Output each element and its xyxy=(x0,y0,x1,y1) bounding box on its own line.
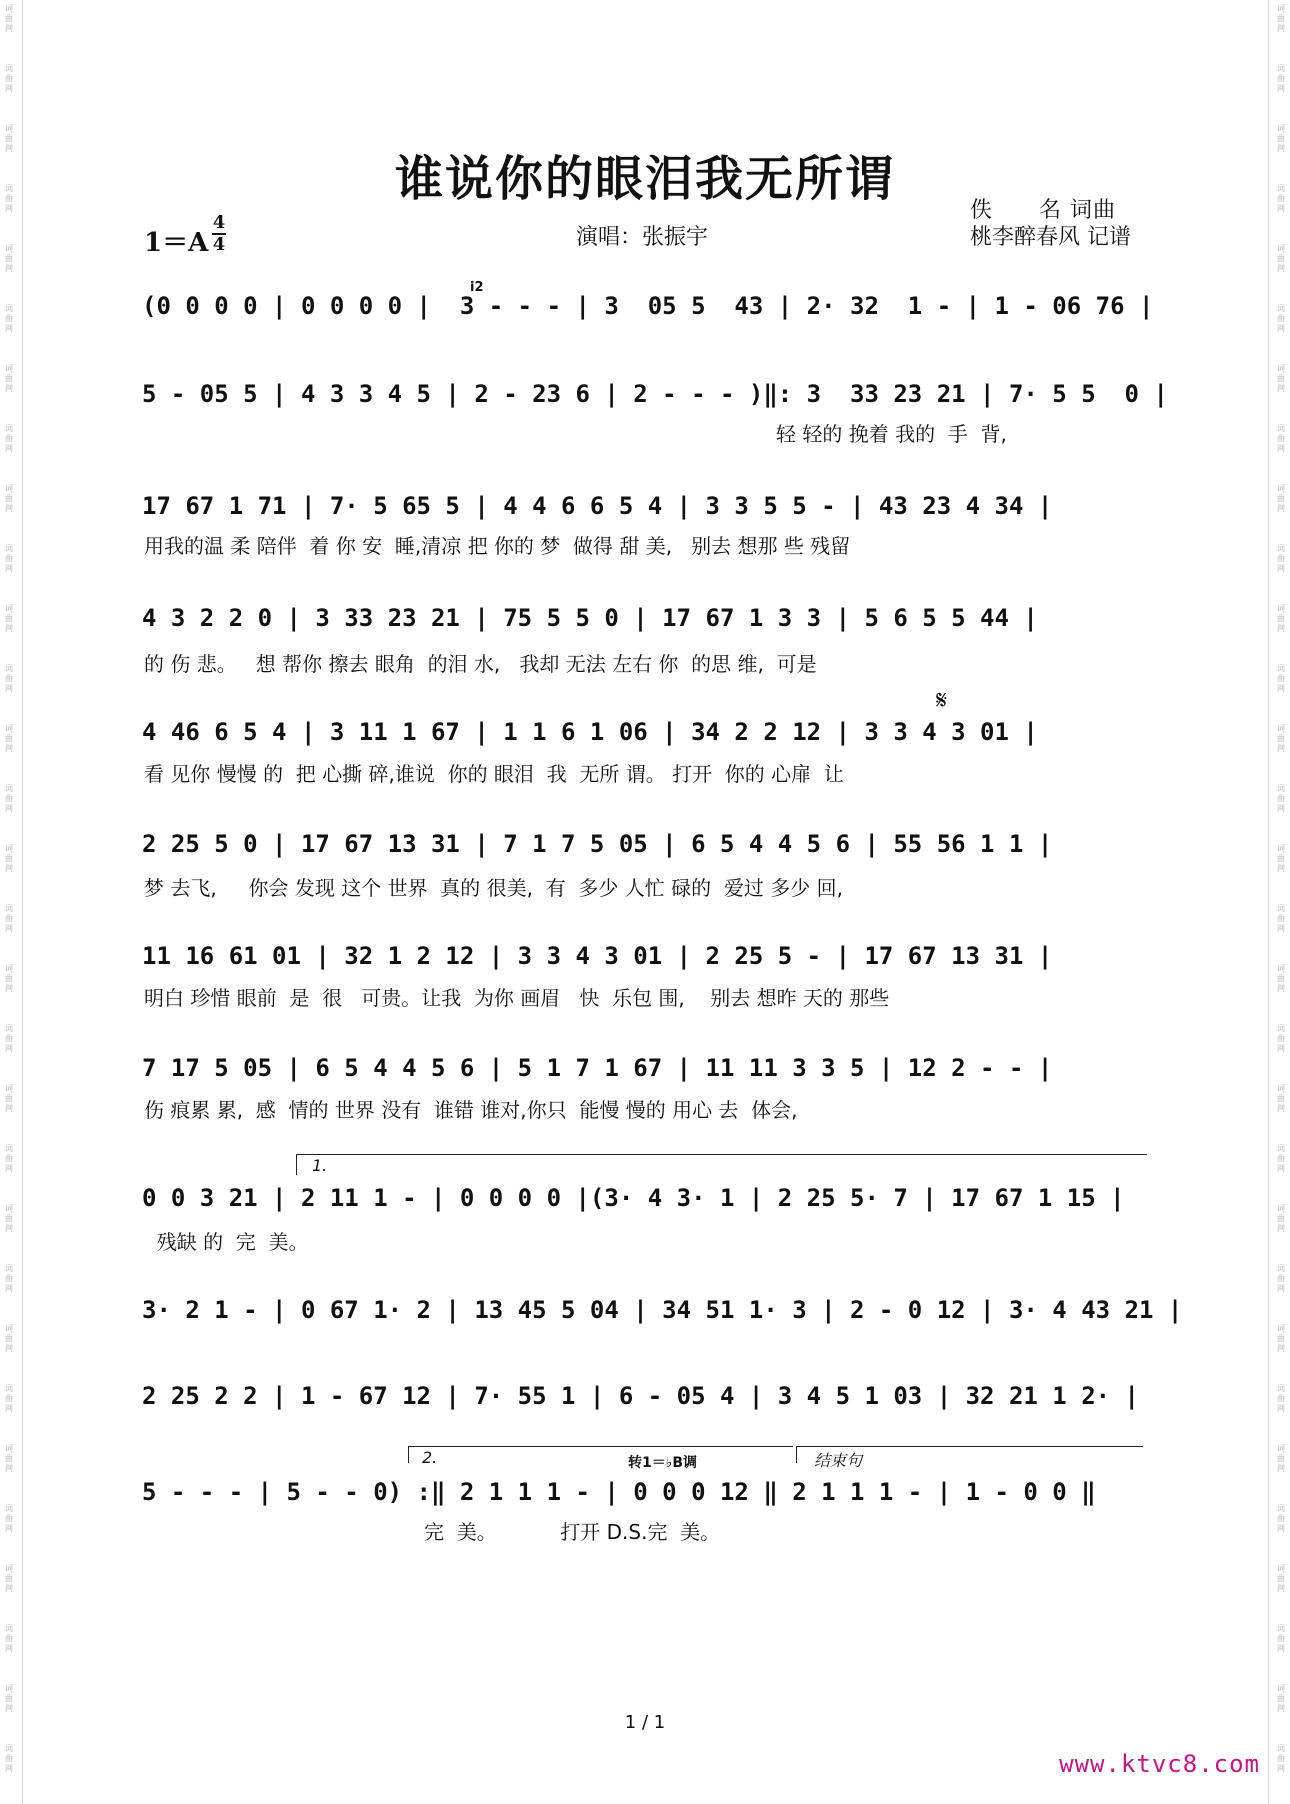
time-signature xyxy=(212,214,226,254)
watermark-cell: 词 曲 网 xyxy=(1277,1024,1285,1053)
watermark-cell: 词 曲 网 xyxy=(5,484,13,513)
singer-credit: 演唱：张振宇 xyxy=(576,225,709,250)
watermark-cell: 词 曲 网 xyxy=(5,304,13,333)
left-margin-line xyxy=(22,0,23,1804)
left-watermark-strip xyxy=(2,0,16,1804)
watermark-cell: 词 曲 网 xyxy=(5,184,13,213)
staff-row: 7 17 5 05 | 6 5 4 4 5 6 | 5 1 7 1 67 | 11 11 3 3 5 | 12 2 - - | xyxy=(142,1054,1053,1082)
watermark-cell: 词 曲 网 xyxy=(1277,1504,1285,1533)
watermark-cell: 词 曲 网 xyxy=(1277,964,1285,993)
staff-row: 17 67 1 71 | 7· 5 65 5 | 4 4 6 6 5 4 | 3 3 5 5 - | 43 23 4 34 | xyxy=(142,492,1053,520)
watermark-cell: 词 曲 网 xyxy=(1277,1744,1285,1773)
lyric-row: 轻 轻的 挽着 我的 手 背, xyxy=(776,422,1007,446)
first-ending-label: 1. xyxy=(312,1156,328,1175)
watermark-cell: 词 曲 网 xyxy=(5,1084,13,1113)
second-ending-label: 2. xyxy=(422,1448,438,1467)
lyric-row: 用我的温 柔 陪伴 着 你 安 睡,清凉 把 你的 梦 做得 甜 美, 别去 想那 些 残留 xyxy=(144,534,851,558)
composer-credit: 佚 名 词曲 xyxy=(970,198,1116,223)
watermark-cell: 词 曲 网 xyxy=(1277,724,1285,753)
watermark-cell: 词 曲 网 xyxy=(5,964,13,993)
modulation-mark: 转1＝♭B调 xyxy=(628,1455,698,1471)
watermark-cell: 词 曲 网 xyxy=(1277,1264,1285,1293)
watermark-cell: 词 曲 网 xyxy=(1277,904,1285,933)
lyric-row: 伤 痕累 累, 感 情的 世界 没有 谁错 谁对,你只 能慢 慢的 用心 去 体会, xyxy=(144,1098,798,1122)
staff-row: 5 - - - | 5 - - 0) :‖ 2 1 1 1 - | 0 0 0 12 ‖ 2 1 1 1 - | 1 - 0 0 ‖ xyxy=(142,1478,1096,1506)
watermark-cell: 词 曲 网 xyxy=(1277,784,1285,813)
watermark-cell: 词 曲 网 xyxy=(5,1564,13,1593)
lyric-row: 梦 去飞, 你会 发现 这个 世界 真的 很美, 有 多少 人忙 碌的 爱过 多少 回, xyxy=(144,876,843,900)
watermark-cell: 词 曲 网 xyxy=(5,1384,13,1413)
staff-row: 5 - 05 5 | 4 3 3 4 5 | 2 - 23 6 | 2 - - - )‖: 3 33 23 21 | 7· 5 5 0 | xyxy=(142,380,1168,408)
staff-row: 4 46 6 5 4 | 3 11 1 67 | 1 1 6 1 06 | 34 2 2 12 | 3 3 4 3 01 | xyxy=(142,718,1038,746)
watermark-cell: 词 曲 网 xyxy=(5,904,13,933)
watermark-cell: 词 曲 网 xyxy=(1277,4,1285,33)
watermark-cell: 词 曲 网 xyxy=(1277,1324,1285,1353)
page-number: 1 / 1 xyxy=(624,1712,666,1733)
watermark-cell: 词 曲 网 xyxy=(5,64,13,93)
watermark-cell: 词 曲 网 xyxy=(5,1204,13,1233)
time-numerator: 4 xyxy=(212,212,226,233)
watermark-cell: 词 曲 网 xyxy=(5,4,13,33)
intro-grace-notes: i2 xyxy=(470,280,484,295)
watermark-cell: 词 曲 网 xyxy=(5,1444,13,1473)
lyric-row: 完 美。 打开 D.S.完 美。 xyxy=(424,1520,721,1544)
song-title: 谁说你的眼泪我无所谓 xyxy=(394,151,895,207)
watermark-cell: 词 曲 网 xyxy=(1277,1144,1285,1173)
lyric-row: 看 见你 慢慢 的 把 心撕 碎,谁说 你的 眼泪 我 无所 谓。 打开 你的 心扉 让 xyxy=(144,762,844,786)
watermark-cell: 词 曲 网 xyxy=(5,664,13,693)
watermark-cell: 词 曲 网 xyxy=(1277,1564,1285,1593)
watermark-cell: 词 曲 网 xyxy=(1277,1444,1285,1473)
staff-row: 4 3 2 2 0 | 3 33 23 21 | 75 5 5 0 | 17 67 1 3 3 | 5 6 5 5 44 | xyxy=(142,604,1038,632)
transcriber-credit: 桃李醉春风 记谱 xyxy=(970,225,1131,250)
watermark-cell: 词 曲 网 xyxy=(1277,184,1285,213)
watermark-cell: 词 曲 网 xyxy=(5,784,13,813)
watermark-cell: 词 曲 网 xyxy=(1277,304,1285,333)
watermark-cell: 词 曲 网 xyxy=(5,1324,13,1353)
staff-row: 0 0 3 21 | 2 11 1 - | 0 0 0 0 |(3· 4 3· 1 | 2 25 5· 7 | 17 67 1 15 | xyxy=(142,1184,1125,1212)
watermark-cell: 词 曲 网 xyxy=(5,1744,13,1773)
watermark-cell: 词 曲 网 xyxy=(5,1024,13,1053)
watermark-cell: 词 曲 网 xyxy=(5,1144,13,1173)
segno-sign: 𝄋 xyxy=(936,686,948,716)
watermark-cell: 词 曲 网 xyxy=(1277,124,1285,153)
watermark-cell: 词 曲 网 xyxy=(1277,1204,1285,1233)
watermark-cell: 词 曲 网 xyxy=(5,724,13,753)
right-watermark-strip xyxy=(1274,0,1288,1804)
time-denominator: 4 xyxy=(212,234,226,255)
site-watermark: www.ktvc8.com xyxy=(1059,1750,1260,1778)
watermark-cell: 词 曲 网 xyxy=(1277,1084,1285,1113)
watermark-cell: 词 曲 网 xyxy=(1277,484,1285,513)
right-margin-line xyxy=(1268,0,1269,1804)
watermark-cell: 词 曲 网 xyxy=(5,1264,13,1293)
watermark-cell: 词 曲 网 xyxy=(5,1684,13,1713)
watermark-cell: 词 曲 网 xyxy=(5,544,13,573)
coda-label: 结束句 xyxy=(814,1451,863,1470)
first-ending-bracket xyxy=(296,1154,1147,1175)
staff-row: 3· 2 1 - | 0 67 1· 2 | 13 45 5 04 | 34 51 1· 3 | 2 - 0 12 | 3· 4 43 21 | xyxy=(142,1296,1183,1324)
staff-row: 2 25 2 2 | 1 - 67 12 | 7· 55 1 | 6 - 05 4 | 3 4 5 1 03 | 32 21 1 2· | xyxy=(142,1382,1139,1410)
watermark-cell: 词 曲 网 xyxy=(1277,544,1285,573)
second-ending-bracket xyxy=(408,1446,793,1463)
watermark-cell: 词 曲 网 xyxy=(5,604,13,633)
watermark-cell: 词 曲 网 xyxy=(1277,1624,1285,1653)
watermark-cell: 词 曲 网 xyxy=(1277,604,1285,633)
lyric-row: 残缺 的 完 美。 xyxy=(144,1230,309,1254)
staff-row: 2 25 5 0 | 17 67 13 31 | 7 1 7 5 05 | 6 5 4 4 5 6 | 55 56 1 1 | xyxy=(142,830,1053,858)
watermark-cell: 词 曲 网 xyxy=(1277,364,1285,393)
watermark-cell: 词 曲 网 xyxy=(5,844,13,873)
watermark-cell: 词 曲 网 xyxy=(1277,1384,1285,1413)
watermark-cell: 词 曲 网 xyxy=(1277,1684,1285,1713)
lyric-row: 的 伤 悲。 想 帮你 擦去 眼角 的泪 水, 我却 无法 左右 你 的思 维, 可是 xyxy=(144,652,817,676)
staff-row: 11 16 61 01 | 32 1 2 12 | 3 3 4 3 01 | 2 25 5 - | 17 67 13 31 | xyxy=(142,942,1053,970)
watermark-cell: 词 曲 网 xyxy=(5,1504,13,1533)
staff-row: (0 0 0 0 | 0 0 0 0 | 3 - - - | 3 05 5 43 | 2· 32 1 - | 1 - 06 76 | xyxy=(142,292,1154,320)
watermark-cell: 词 曲 网 xyxy=(5,364,13,393)
watermark-cell: 词 曲 网 xyxy=(5,244,13,273)
watermark-cell: 词 曲 网 xyxy=(1277,664,1285,693)
watermark-cell: 词 曲 网 xyxy=(5,424,13,453)
lyric-row: 明白 珍惜 眼前 是 很 可贵。让我 为你 画眉 快 乐包 围, 别去 想昨 天的 那些 xyxy=(144,986,890,1010)
watermark-cell: 词 曲 网 xyxy=(1277,844,1285,873)
watermark-cell: 词 曲 网 xyxy=(5,124,13,153)
watermark-cell: 词 曲 网 xyxy=(1277,64,1285,93)
watermark-cell: 词 曲 网 xyxy=(5,1624,13,1653)
watermark-cell: 词 曲 网 xyxy=(1277,244,1285,273)
watermark-cell: 词 曲 网 xyxy=(1277,424,1285,453)
key-signature: 1＝A xyxy=(144,228,209,258)
